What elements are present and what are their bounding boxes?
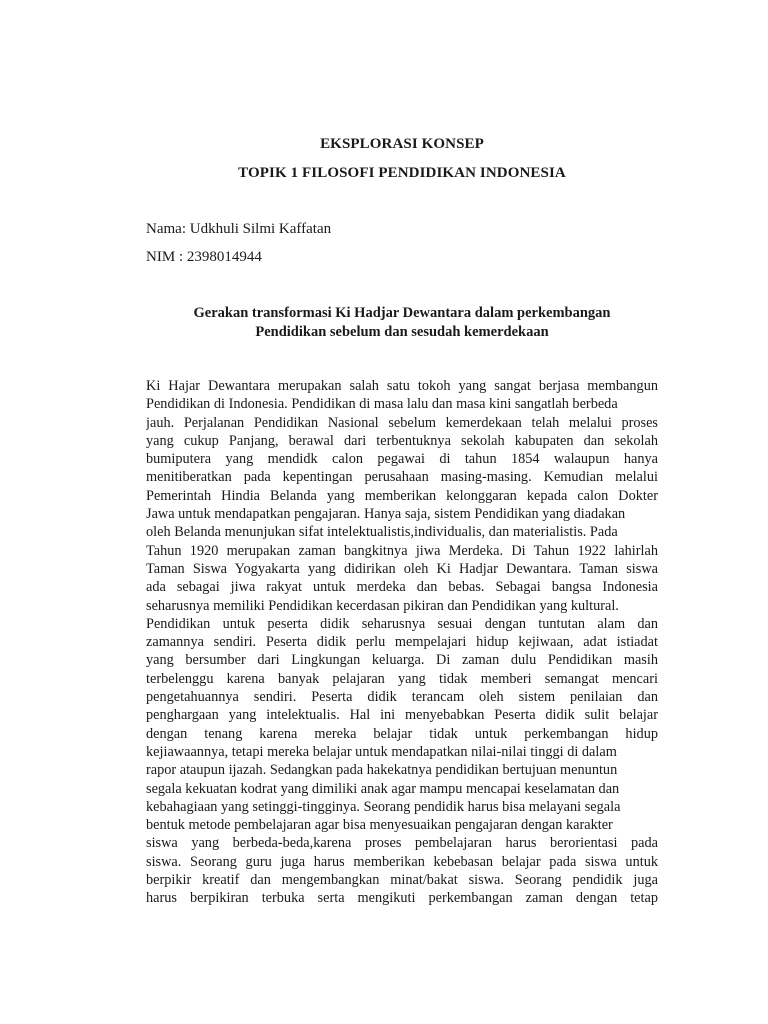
essay-line: Ki Hajar Dewantara merupakan salah satu tokoh yang sangat berjasa membangun xyxy=(146,378,658,394)
essay-line: siswa. Seorang guru juga harus memberikan kebebasan belajar pada siswa untuk xyxy=(146,853,658,870)
essay-line: terbelenggu karena banyak pelajaran yang tidak memberi semangat mencari xyxy=(146,670,658,687)
essay-line: yang cukup Panjang, berawal dari terbentuknya sekolah kabupaten dan sekolah xyxy=(146,432,658,449)
essay-line: kebahagiaan yang setinggi-tingginya. Seorang pendidik harus bisa melayani segala xyxy=(146,798,621,815)
document-subtitle: TOPIK 1 FILOSOFI PENDIDIKAN INDONESIA xyxy=(238,165,566,181)
essay-line: menitiberatkan pada kepentingan perusahaan masing-masing. Kemudian melalui xyxy=(146,469,658,486)
essay-line: segala kekuatan kodrat yang dimiliki anak agar mampu mencapai keselamatan dan xyxy=(146,780,620,797)
essay-line: dengan tenang karena mereka belajar tidak untuk perkembangan hidup xyxy=(146,725,658,742)
essay-line: bentuk metode pembelajaran agar bisa menyesuaikan pengajaran dengan karakter xyxy=(146,817,613,834)
student-name: Nama: Udkhuli Silmi Kaffatan xyxy=(146,221,332,237)
essay-heading-line-2: Pendidikan sebelum dan sesudah kemerdekaan xyxy=(255,324,549,340)
essay-line: bumiputera yang mendidk calon pegawai di tahun 1854 walaupun hanya xyxy=(146,451,658,468)
essay-line: Tahun 1920 merupakan zaman bangkitnya jiwa Merdeka. Di Tahun 1922 lahirlah xyxy=(146,542,658,559)
essay-line: Pendidikan untuk peserta didik seharusnya sesuai dengan tuntutan alam dan xyxy=(146,615,658,632)
essay-line: yang bersumber dari Lingkungan keluarga. Di zaman dulu Pendidikan masih xyxy=(146,652,658,669)
essay-body xyxy=(146,377,658,908)
essay-line: siswa yang berbeda-beda,karena proses pembelajaran harus berorientasi pada xyxy=(146,835,658,852)
essay-line: Pemerintah Hindia Belanda yang memberikan kelonggaran kepada calon Dokter xyxy=(146,487,658,504)
essay-line: penghargaan yang intelektualis. Hal ini menyebabkan Peserta didik sulit belajar xyxy=(146,707,658,724)
essay-line: berpikir kreatif dan mengembangkan minat/bakat siswa. Seorang pendidik juga xyxy=(146,872,658,889)
essay-line: oleh Belanda menunjukan sifat intelektualistis,individualis, dan materialistis. Pada xyxy=(146,524,618,541)
essay-line: pengetahuannya sendiri. Peserta didik terancam oleh sistem penilaian dan xyxy=(146,689,658,706)
essay-line: Taman Siswa Yogyakarta yang didirikan oleh Ki Hadjar Dewantara. Taman siswa xyxy=(146,560,658,577)
document-title: EKSPLORASI KONSEP xyxy=(320,136,484,152)
student-nim: NIM : 2398014944 xyxy=(146,249,262,265)
essay-heading-line-1: Gerakan transformasi Ki Hadjar Dewantara dalam perkembangan xyxy=(193,305,611,321)
essay-line: zamannya sendiri. Peserta didik perlu mempelajari hidup kejiwaan, adat istiadat xyxy=(146,634,658,651)
essay-line: ada sebagai jiwa rakyat untuk merdeka dan bebas. Sebagai bangsa Indonesia xyxy=(146,579,658,596)
essay-line: rapor ataupun ijazah. Sedangkan pada hakekatnya pendidikan bertujuan menuntun xyxy=(146,762,618,779)
essay-line: Pendidikan di Indonesia. Pendidikan di masa lalu dan masa kini sangatlah berbeda xyxy=(146,396,618,413)
essay-line: seharusnya memiliki Pendidikan kecerdasan pikiran dan Pendidikan yang kultural. xyxy=(146,597,619,614)
essay-line: harus berpikiran terbuka serta mengikuti perkembangan zaman dengan tetap xyxy=(146,890,658,907)
essay-line: jauh. Perjalanan Pendidikan Nasional sebelum kemerdekaan telah melalui proses xyxy=(146,414,658,431)
essay-line: Jawa untuk mendapatkan pengajaran. Hanya saja, sistem Pendidikan yang diadakan xyxy=(146,506,626,523)
essay-line: kejiawaannya, tetapi mereka belajar untuk mendapatkan nilai-nilai tinggi di dalam xyxy=(146,743,617,760)
